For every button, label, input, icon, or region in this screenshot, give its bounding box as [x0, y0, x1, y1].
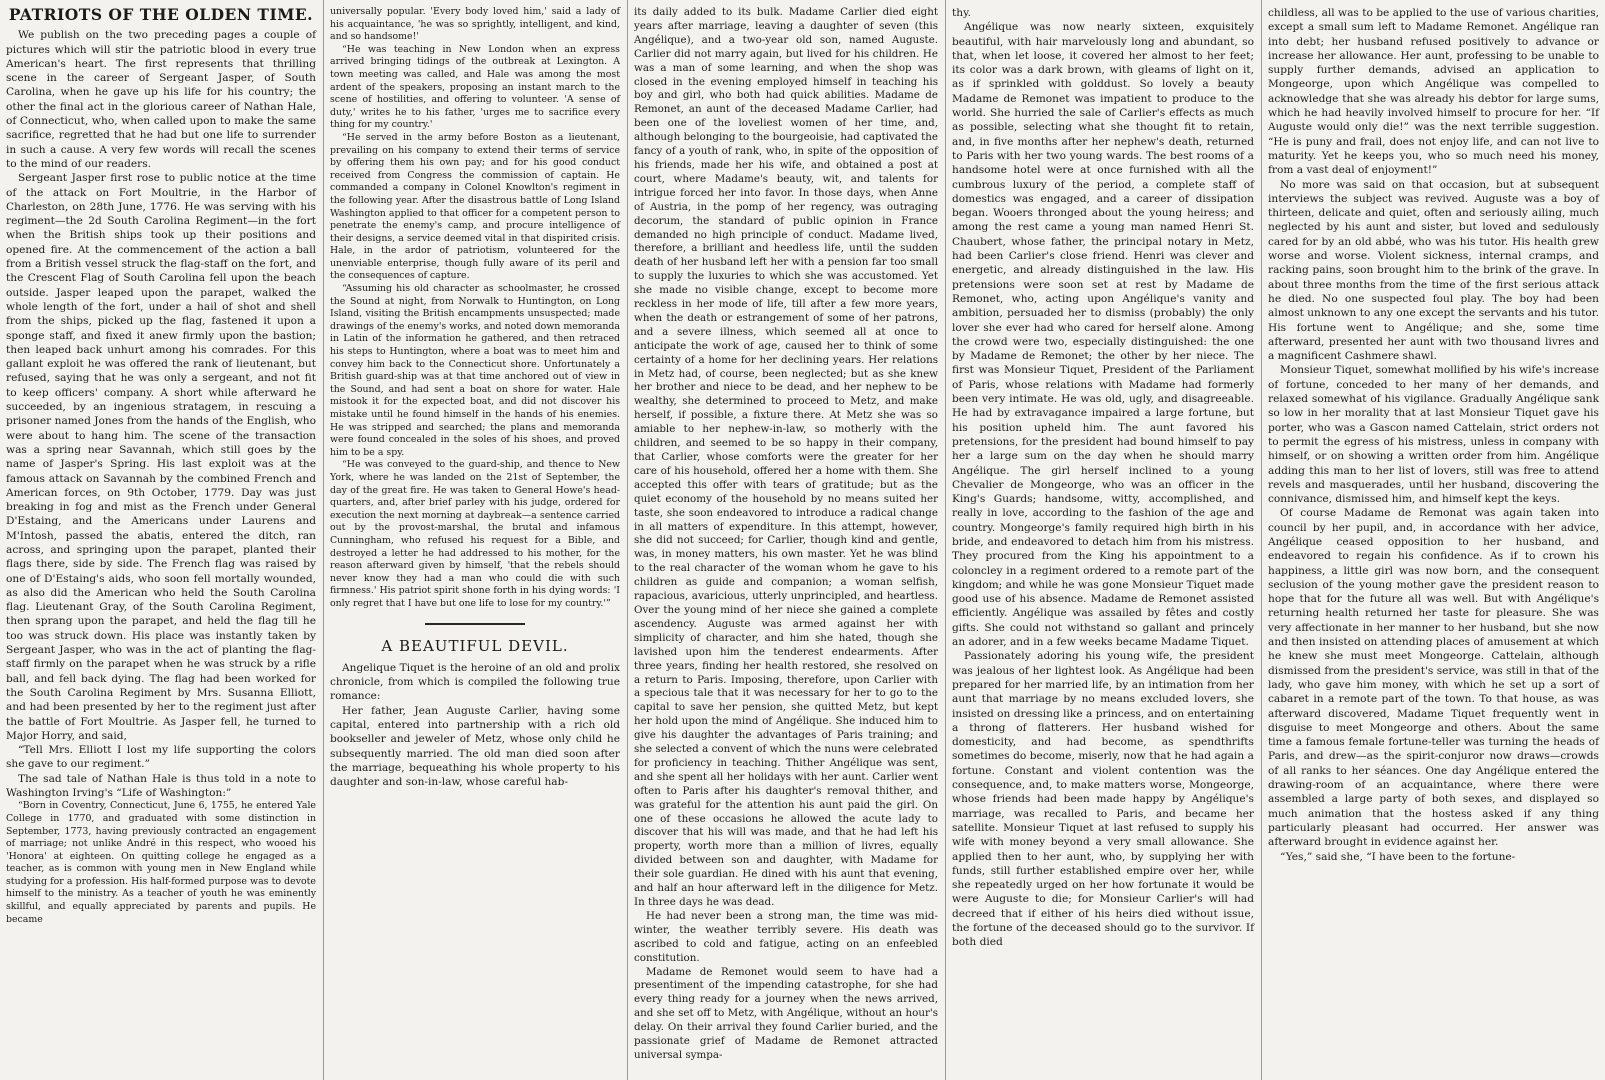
article-paragraph: He had never been a strong man, the time was mid-winter, the weather terribly severe. His death was ascribed to cold and fatigue, acting on an enfeebled constitution.	[634, 909, 938, 964]
article-paragraph: We publish on the two preceding pages a couple of pictures which will stir the patriotic blood in every true American's heart. The first represents that thrilling scene in the career of Sergeant Jasper, of South Carolina, when he gave up his life for his country; the other the final act in the glorious career of Nathan Hale, of Connecticut, who, when called upon to make the same sacrifice, regretted that he had but one life to surrender in such a cause. A very few words will recall the scenes to the mind of our readers.	[6, 29, 316, 170]
column-4	[946, 0, 1260, 1080]
article-paragraph: “He was teaching in New London when an express arrived bringing tidings of the outbreak at Lexington. A town meeting was called, and Hale was among the most ardent of the speakers, proposing an instant march to the scene of hostilities, and offering to volunteer. 'A sense of duty,' writes he to his father, 'urges me to sacrifice every thing for my country.'	[330, 43, 620, 131]
article-paragraph: thy.	[952, 7, 972, 19]
column-5-body	[1268, 6, 1599, 864]
section-rule	[425, 623, 525, 625]
article-paragraph: childless, all was to be applied to the use of various charities, except a small sum left to Madame Remonet. Angélique ran into debt; her husband refused positively to advance or increase her allowance. Her aunt, professing to be unable to supply further demands, advised an application to Mongeorge, upon which Angélique was compelled to acknowledge that she was already his debtor for large sums, which he had heavily involved himself to procure for her. “If Auguste would only die!” was the next terrible suggestion. “He is puny and frail, does not enjoy life, and can not live to maturity. Yet he keeps you, who so much need his money, from a vast deal of enjoyment!”	[1268, 7, 1600, 177]
article-paragraph: Her father, Jean Auguste Carlier, having some capital, entered into partnership with a rich old bookseller and jeweler of Metz, whose only child he subsequently married. The old man died soon after the marriage, bequeathing his whole property to his daughter and son-in-law, whose careful hab-	[330, 704, 620, 789]
column-3	[628, 0, 944, 1080]
article-paragraph: Angelique Tiquet is the heroine of an old and prolix chronicle, from which is compiled the following true romance:	[330, 661, 620, 703]
article-paragraph: The sad tale of Nathan Hale is thus told in a note to Washington Irving's “Life of Washington:”	[6, 772, 316, 800]
column-3-body	[634, 6, 938, 1063]
article-paragraph: Angélique was now nearly sixteen, exquisitely beautiful, with hair marvelously long and abundant, so that, when let loose, it covered her almost to her feet; its color was a dark brown, with gleams of light on it, as if sprinkled with golddust. So lovely a beauty Madame de Remonet was impatient to produce to the world. She hurried the sale of Carlier's effects as much as possible, selecting what she thought fit to retain, and, in five months after her nephew's death, returned to Paris with her two young wards. The best rooms of a handsome hotel were at once furnished with all the cumbrous luxury of the period, a complete staff of domestics was engaged, and a career of dissipation began. Wooers thronged about the young heiress; and among the rest came a young man named Henri St. Chaubert, whose father, the principal notary in Metz, had been Carlier's close friend. Henri was clever and energetic, and already distinguished in the law. His pretensions were soon set at rest by Madame de Remonet, who, acting upon Angélique's vanity and ambition, persuaded her to dismiss (probably) the only lover she ever had who cared for herself alone. Among the crowd were two, especially distinguished: the one by Madame de Remonet; the other by her niece. The first was Monsieur Tiquet, President of the Parliament of Paris, whose relations with Madame had formerly been very intimate. He was old, ugly, and disagreeable. He had by extravagance impaired a large fortune, but his position upheld him. The aunt favored his pretensions, for the president had bound himself to pay her a large sum on the day when he should marry Angélique. The girl herself inclined to a young Chevalier de Mongeorge, who was an officer in the King's Guards; handsome, witty, accomplished, and really in love, according to the fashion of the age and country. Mongeorge's family required high birth in his bride, and endeavored to detach him from his mistress. They procured from the King his appointment to a coloncley in a regiment ordered to a remote part of the kingdom; and while he was gone Monsieur Tiquet made good use of his absence. Madame de Remonet assisted efficiently. Angélique was assailed by fêtes and costly gifts. She could not withstand so gallant and princely an adorer, and in a few weeks became Madame Tiquet.	[952, 21, 1254, 649]
article-paragraph: universally popular. 'Every body loved him,' said a lady of his acquaintance, 'he was so sprightly, intelligent, and kind, and so handsome!'	[330, 6, 620, 43]
column-5	[1262, 0, 1605, 1080]
article-paragraph: Of course Madame de Remonat was again taken into council by her pupil, and, in accordance with her advice, Angélique ceased opposition to her husband, and endeavored to regain his confidence. As if to crown his happiness, a little girl was now born, and the consequent seclusion of the young mother gave the president reason to hope that for the future all was well. But with Angélique's returning health returned her taste for pleasure. She was very affectionate in her manner to her husband, but she now and then insisted on attending places of amusement at which he knew she must meet Mongeorge. Cattelain, although dismissed from the president's service, was still in that of the lady, who gave him money, with which he set up a sort of cabaret in a remote part of the town. To that house, as was afterward discovered, Madame Tiquet frequently went in disguise to meet Mongeorge and others. About the same time a famous female fortune-teller was turning the heads of Paris, and drew—as the spirit-conjuror now draws—crowds of all ranks to her séances. One day Angélique entered the drawing-room of an acquaintance, where there were assembled a large party of both sexes, and displayed so much animation that the hostess asked if any thing particularly pleasant had occurred. Her answer was afterward brought in evidence against her.	[1268, 507, 1599, 849]
article-paragraph: Passionately adoring his young wife, the president was jealous of her lightest look. As Angélique had been prepared for her married life, by an intimation from her aunt that marriage by no means excluded lovers, she insisted on dressing like a princess, and on entertaining a throng of flatterers. Her husband wished for domesticity, and had become, as spendthrifts sometimes do become, miserly, now that he had again a fortune. Constant and violent contention was the consequence, and, to make matters worse, Mongeorge, whose friends had been made happy by Angélique's marriage, was recalled to Paris, and became her satellite. Monsieur Tiquet at last refused to supply his wife with money beyond a very small allowance. She applied then to her aunt, who, by supplying her with funds, still further established empire over her, while she repeatedly urged on her how fortunate it would be were Auguste to die; for Monsieur Carlier's will had decreed that if either of his heirs died without issue, the fortune of the deceased should go to the survivor. If both died	[952, 650, 1254, 949]
article-paragraph: “He was conveyed to the guard-ship, and thence to New York, where he was landed on the 21st of September, the day of the great fire. He was taken to General Howe's head-quarters, and, after brief parley with his judge, ordered for execution the next morning at daybreak—a sentence carried out by the provost-marshal, the brutal and infamous Cunningham, who refused his request for a Bible, and destroyed a letter he had addressed to his mother, for the reason afterward given by himself, 'that the rebels should never know they had a man who could die with such firmness.' His patriot spirit shone forth in his dying words: 'I only regret that I have but one life to lose for my country.'”	[330, 459, 620, 609]
column-2	[324, 0, 626, 1080]
article-paragraph: “He served in the army before Boston as a lieutenant, prevailing on his company to extend their terms of service by offering them his own pay; and for his good conduct received from Congress the commission of captain. He commanded a company in Colonel Knowlton's regiment in the following year. After the disastrous battle of Long Island Washington applied to that officer for a competent person to penetrate the enemy's camp, and procure intelligence of their designs, a service deemed vital in that dispirited crisis. Hale, in the ardor of patriotism, volunteered for the unenviable enterprise, though fully aware of its peril and the consequences of capture.	[330, 131, 620, 282]
column-4-body	[952, 6, 1254, 950]
article-paragraph: No more was said on that occasion, but at subsequent interviews the subject was revived. Auguste was a boy of thirteen, delicate and quiet, often and seriously ailing, much neglected by his aunt and sister, but loved and sedulously cared for by an old abbé, who was his tutor. His health grew worse and worse. Violent sickness, internal cramps, and racking pains, soon brought him to the brink of the grave. In about three months from the time of the first serious attack he died. No one suspected foul play. The boy had been almost unknown to any one except the servants and his tutor. His fortune went to Angélique; and she, some time afterward, presented her aunt with two thousand livres and a magnificent Cashmere shawl.	[1268, 178, 1599, 363]
column-2-body-2	[330, 661, 620, 790]
article-paragraph: “Assuming his old character as schoolmaster, he crossed the Sound at night, from Norwalk to Huntington, on Long Island, visiting the British encampments unsuspected; made drawings of the enemy's works, and noted down memoranda in Latin of the information he gathered, and then retraced his steps to Huntington, where a boat was to meet him and convey him back to the Connecticut shore. Unfortunately a British guard-ship was at that time anchored out of view in the Sound, and had sent a boat on shore for water. Hale mistook it for the expected boat, and did not discover his mistake until he found himself in the hands of his enemies. He was stripped and searched; the plans and memoranda were found concealed in the soles of his shoes, and proved him to be a spy.	[330, 283, 620, 458]
article-paragraph: “Tell Mrs. Elliott I lost my life supporting the colors she gave to our regiment.”	[6, 744, 316, 771]
article-paragraph: its daily added to its bulk. Madame Carlier died eight years after marriage, leaving a daughter of seven (this Angélique), and a two-year old son, named Auguste. Carlier did not marry again, but lived for his children. He was a man of some learning, and when the shop was closed in the evening employed himself in teaching his boy and girl, who both had quick abilities. Madame de Remonet, an aunt of the deceased Madame Carlier, had been one of the loveliest women of her time, and, although belonging to the bourgeoisie, had captivated the fancy of a youth of rank, who, in spite of the opposition of his friends, made her his wife, and obtained a post at court, where Madame's beauty, wit, and talents for intrigue forced her into favor. In those days, when Anne of Austria, in the pomp of her regency, was outraging decorum, the standard of public opinion in France demanded no high principle of conduct. Madame lived, therefore, a brilliant and heedless life, until the sudden death of her husband left her with a pension far too small to supply the luxuries to which she was accustomed. Yet she made no visible change, except to become more reckless in her mode of life, till after a few more years, when the death or estrangement of some of her patrons, and a severe illness, which seemed all at once to anticipate the work of age, caused her to think of some certainty of a home for her declining years. Her relations in Metz had, of course, been neglected; but as she knew her brother and niece to be dead, and her nephew to be wealthy, she determined to proceed to Metz, and make herself, if possible, a fixture there. At Metz she was so amiable to her nephew-in-law, so motherly with the children, and seemed to be so happy in their company, that Carlier, whose comforts were the greater for her care of his household, offered her a home with them. She accepted this offer with tears of gratitude; but as the quiet economy of the household by no means suited her taste, she soon endeavored to introduce a radical change in all matters of expenditure. In this attempt, however, she did not succeed; for Carlier, though kind and gentle, was, in money matters, his own master. Yet he was blind to the real character of the woman whom he gave to his children as guide and companion; a woman selfish, rapacious, avaricious, utterly unprincipled, and heartless. Over the young mind of her niece she gained a complete ascendency. Auguste was armed against her with simplicity of character, and him she hated, though she lavished upon him the tenderest endearments. After three years, finding her health restored, she resolved on a return to Paris. Imposing, therefore, upon Carlier with a specious tale that it was necessary for her to go to the capital to save her pension, she quitted Metz, but kept her hold upon the mind of Angélique. She induced him to give his daughter the advantages of Paris training; and she selected a convent of which the nuns were celebrated for proficiency in teaching. Thither Angélique was sent, and she spent all her holidays with her aunt. Carlier went often to Paris after his daughter's removal thither, and was grateful for the attention his aunt paid the girl. On one of these occasions he allowed the acute lady to discover that his will was made, and that he had left his property, worth more than a million of livres, equally divided between son and daughter, with Madame for their sole guardian. He dined with his aunt that evening, and half an hour afterward left in the diligence for Metz. In three days he was dead.	[634, 6, 938, 908]
article-paragraph: “Born in Coventry, Connecticut, June 6, 1755, he entered Yale College in 1770, and graduated with some distinction in September, 1773, having previously contracted an engagement of marriage; not unlike André in this respect, who wooed his 'Honora' at eighteen. On quitting college he engaged as a teacher, as is common with young men in New England while studying for a profession. His half-formed purpose was to devote himself to the ministry. As a teacher of youth he was eminently skillful, and equally appreciated by parents and pupils. He became	[6, 800, 316, 925]
article-paragraph: Monsieur Tiquet, somewhat mollified by his wife's increase of fortune, conceded to her many of her demands, and relaxed somewhat of his vigilance. Gradually Angélique sank so low in her morality that at last Monsieur Tiquet gave his porter, who was a Gascon named Cattelain, strict orders not to permit the egress of his mistress, unless in company with himself, or on showing a written order from him. Angélique adding this man to her list of lovers, still was free to attend revels and masquerades, until her husband, discovering the connivance, dismissed him, and himself kept the keys.	[1268, 364, 1599, 506]
article-paragraph: Sergeant Jasper first rose to public notice at the time of the attack on Fort Moultrie, in the Harbor of Charleston, on 28th June, 1776. He was serving with his regiment—the 2d South Carolina Regiment—in the fort when the British ships took up their positions and opened fire. At the commencement of the action a ball from a British vessel struck the flag-staff on the fort, and the Crescent Flag of South Carolina fell upon the beach outside. Jasper leaped upon the parapet, walked the whole length of the fort, under a hail of shot and shell from the ships, picked up the flag, fastened it upon a sponge staff, and fixed it anew firmly upon the bastion; then leaped back unhurt among his comrades. For this gallant exploit he was offered the rank of lieutenant, but refused, saying that he was only a sergeant, and not fit to keep officers' company. A short while afterward he succeeded, by an ingenious stratagem, in rescuing a prisoner named Jones from the hands of the English, who were about to hang him. The scene of the transaction was a spring near Savannah, which still goes by the name of Jasper's Spring. His last exploit was at the famous attack on Savannah by the combined French and American forces, on 9th October, 1779. Day was just breaking in fog and mist as the French under General D'Estaing, and the Americans under Laurens and M'Intosh, passed the abatis, entered the ditch, ran across, and springing upon the parapet, planted their flags there, side by side. The French flag was raised by one of D'Estaing's aids, who soon fell mortally wounded, as also did the American who held the South Carolina flag. Lieutenant Gray, of the South Carolina Regiment, then sprang upon the parapet, and held the flag till he too was struck down. His place was instantly taken by Sergeant Jasper, who was in the act of planting the flag-staff firmly on the parapet when he was struck by a rifle ball, and fell back dying. The flag had been worked for the South Carolina Regiment by Mrs. Susanna Elliott, and had been presented by her to the regiment just after the battle of Fort Moultrie. As Jasper fell, he turned to Major Horry, and said,	[6, 172, 316, 742]
column-1	[0, 0, 322, 1080]
headline-patriots: PATRIOTS OF THE OLDEN TIME.	[8, 5, 314, 24]
column-2-body	[330, 6, 620, 611]
headline-beautiful-devil: A BEAUTIFUL DEVIL.	[381, 636, 569, 655]
article-paragraph: Madame de Remonet would seem to have had a presentiment of the impending catastrophe, for she had every thing ready for a journey when the news arrived, and she set off to Metz, with Angélique, without an hour's delay. On their arrival they found Carlier buried, and the passionate grief of Madame de Remonet attracted universal sympa-	[634, 965, 938, 1061]
article-paragraph: “Yes,” said she, “I have been to the fortune-	[1280, 850, 1516, 863]
column-1-body	[6, 28, 316, 926]
